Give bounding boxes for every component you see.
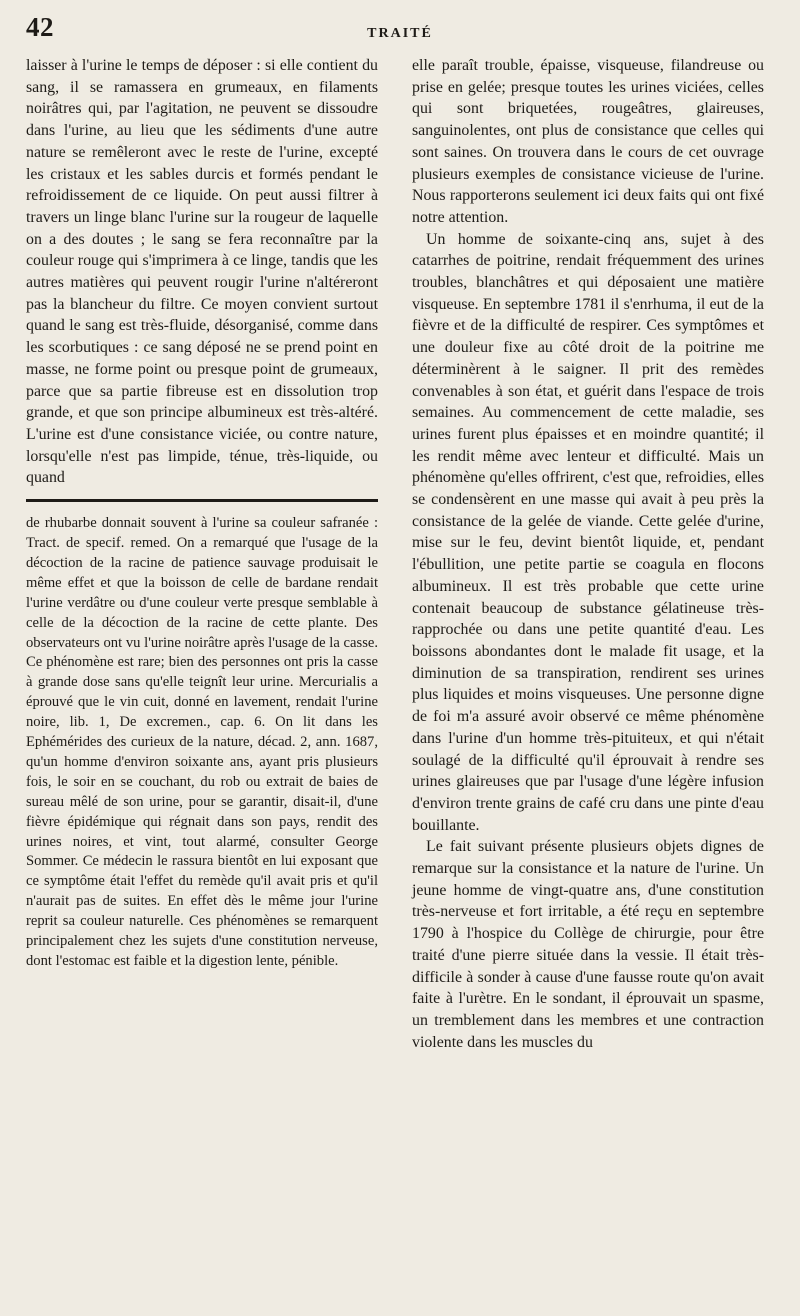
right-paragraph-3: Le fait suivant présente plusieurs objets dignes de remarque sur la consistance et la nature de l'urine. Un jeune homme de vingt-quatre ans, d'une constitution très-nerveuse et fort irritable, a été reçu en septembre 1790 à l'hospice du Collège de chirurgie, pour être traité d'une pierre située dans la vessie. Il était très-difficile à sonder à cause d'une fausse route qu'on avait faite à l'urètre. En le sondant, il éprouvait un spasme, un tremblement dans les membres et une contraction violente dans les muscles du — [412, 838, 764, 1051]
footnote — [26, 514, 378, 972]
left-main-paragraph: laisser à l'urine le temps de déposer : si elle contient du sang, il se ramassera en grumeaux, en filaments noirâtres qui, par l'agitation, ne peuvent se dissoudre dans l'urine, au lieu que les sédiments d'une autre nature se remêleront avec le reste de l'urine, excepté les cristaux et les sables durcis et formés pendant le refroidissement de ce liquide. On peut aussi filtrer à travers un linge blanc l'urine sur la rougeur de laquelle on a des doutes ; le sang se fera reconnaître par la couleur rouge qui s'imprimera à ce linge, tandis que les autres matières qui peuvent rougir l'urine n'altéreront pas la blancheur du filtre. Ce moyen convient surtout quand le sang est très-fluide, désorganisé, comme dans les scorbutiques : ce sang déposé ne se prend point en masse, ne forme point ou presque point de grumeaux, parce que sa partie fibreuse est en dissolution trop grande, et que son principe albumineux est très-altéré. L'urine est d'une consistance viciée, ou contre nature, lorsqu'elle n'est pas limpide, ténue, très-liquide, ou quand — [26, 57, 378, 487]
right-column — [412, 55, 764, 1053]
running-head: TRAITÉ — [367, 26, 433, 41]
right-paragraph-2: Un homme de soixante-cinq ans, sujet à des catarrhes de poitrine, rendait fréquemment des urines troubles, blanchâtres et qui déposaient une matière visqueuse. En septembre 1781 il s'enrhuma, il eut de la fièvre et de la difficulté de respirer. Ces symptômes et une douleur fixe au côté droit de la poitrine me déterminèrent à le saigner. Il prit des remèdes convenables à son état, et guérit dans l'espace de trois semaines. Au commencement de cette maladie, ses urines furent plus épaisses et en moindre quantité; il les rendit même avec lenteur et difficulté. Mais un phénomène qu'elles offrirent, c'est que, refroidies, elles se condensèrent en une masse qui avait à peu près la consistance de la gelée de viande. Cette gelée d'urine, mise sur le feu, devint bientôt liquide, et, pendant l'ébullition, une petite partie se coagula en flocons albumineux. Il est très probable que cette urine contenait beaucoup de substance gélatineuse très-rapprochée ou dans une petite quantité d'eau. Les boissons abondantes dont le malade fit usage, et la diminution de sa transpiration, rendirent ses urines plus liquides et moins visqueuses. Une personne digne de foi m'a assuré avoir observé ce même phénomène dans l'urine d'un homme très-pituiteux, et qui n'était soulagé de la difficulté qu'il éprouvait à rendre ses urines glaireuses que par l'usage d'une légère infusion d'environ trente grains de café cru dans une pinte d'eau bouillante. — [412, 230, 764, 834]
page-number: 42 — [26, 12, 54, 42]
footnote-separator-rule — [26, 499, 378, 502]
right-paragraph-1: elle paraît trouble, épaisse, visqueuse, filandreuse ou prise en gelée; presque toutes les urines viciées, celles qui sont briquetées, rougeâtres, glaireuses, sanguinolentes, ont plus de consistance que celles qui sont saines. On trouvera dans le cours de cet ouvrage plusieurs exemples de consistance vicieuse de l'urine. Nous rapporterons seulement ici deux faits qui ont fixé notre attention. — [412, 57, 764, 226]
footnote-paragraph: de rhubarbe donnait souvent à l'urine sa couleur safranée : Tract. de specif. remed. On a remarqué que l'usage de la décoction de la racine de patience sauvage produisait le même effet et que la boisson de celle de bardane rendait l'urine verdâtre ou d'une couleur verte presque semblable à celle de la décoction de la racine de cette plante. Des observateurs ont vu l'urine noirâtre après l'usage de la casse. Ce phénomène est rare; bien des personnes ont pris la casse à grande dose sans qu'elle teignît leur urine. Mercurialis a éprouvé que le vin cuit, donné en lavement, rendait l'urine noire, lib. 1, De excremen., cap. 6. On lit dans les Ephémérides des curieux de la nature, décad. 2, ann. 1687, qu'un homme d'environ soixante ans, ayant pris plusieurs fois, le soir en se couchant, du rob ou extrait de baies de sureau mêlé de son urine, pour se garantir, disait-il, d'une fièvre épidémique qui régnait dans son pays, rendit des urines noires, et vint, tout alarmé, consulter George Sommer. Ce médecin le rassura bientôt en lui exposant que ce symptôme était l'effet du remède qu'il avait pris et qu'il n'aurait pas de suites. En effet dès le même jour l'urine reprit sa couleur naturelle. Ces phénomènes se remarquent principalement chez les sujets d'une constitution nerveuse, dont l'estomac est faible et la digestion lente, pénible. — [26, 515, 378, 969]
left-column — [26, 55, 378, 972]
